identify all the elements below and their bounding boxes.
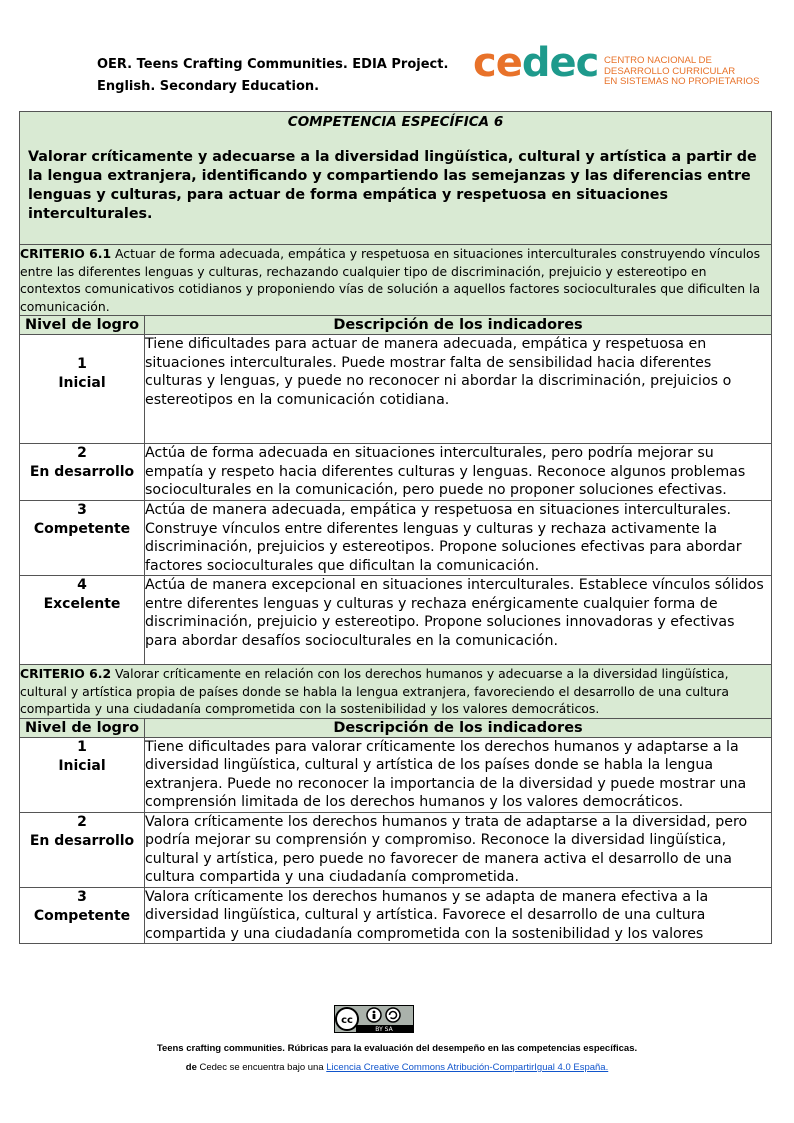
document-header <box>97 54 448 98</box>
competencia-description: Valorar críticamente y adecuarse a la diversidad lingüística, cultural y artística a partir de la lengua extranjera, identificando y compartiendo las semejanzas y las diferencias entre lenguas y culturas, para actuar de forma empática y respetuosa en situaciones interculturales. <box>28 149 757 222</box>
level-cell: 3 Competente <box>20 887 145 944</box>
header-level: Nivel de logro <box>20 316 145 335</box>
criterio-6-1: CRITERIO 6.1 Actuar de forma adecuada, empática y respetuosa en situaciones interculturales construyendo vínculos entre las diferentes lenguas y culturas, rechazando cualquier tipo de discriminación, prejuicio y estereotipo en contextos comunicativos cotidianos y proponiendo vías de solución a aquellos factores socioculturales que dificulten la comunicación. <box>20 245 772 316</box>
table-row <box>20 737 772 812</box>
svg-text:BY SA: BY SA <box>375 1026 393 1033</box>
description-cell: Valora críticamente los derechos humanos y trata de adaptarse a la diversidad, pero podría mejorar su comprensión y compromiso. Reconoce la diversidad lingüística, cultural y artística, pero puede no favorecer de manera activa el desarrollo de una cultura compartida y una ciudadanía comprometida. <box>145 812 772 887</box>
table-row <box>20 335 772 444</box>
table-header-row <box>20 316 772 335</box>
header-level: Nivel de logro <box>20 718 145 737</box>
license-link[interactable]: Licencia Creative Commons Atribución-CompartirIgual 4.0 España. <box>326 1062 609 1073</box>
competencia-cell <box>20 112 772 245</box>
description-cell: Actúa de manera adecuada, empática y respetuosa en situaciones interculturales. Construye vínculos entre diferentes lenguas y culturas y rechaza activamente la discriminación, prejuicios y estereotipos. Propone soluciones efectivas para abordar factores socioculturales que dificultan la comunicación. <box>145 501 772 576</box>
description-cell: Actúa de manera excepcional en situaciones interculturales. Establece vínculos sólidos entre diferentes lenguas y culturas y rechaza enérgicamente cualquier forma de discriminación, prejuicio y estereotipo. Propone soluciones innovadoras y efectivas para abordar desafíos socioculturales en la comunicación. <box>145 576 772 665</box>
level-cell: 2 En desarrollo <box>20 812 145 887</box>
table-row <box>20 501 772 576</box>
table-header-row <box>20 718 772 737</box>
level-cell: 4 Excelente <box>20 576 145 665</box>
share-alike-icon <box>386 1008 400 1022</box>
level-cell: 2 En desarrollo <box>20 444 145 501</box>
description-cell: Actúa de forma adecuada en situaciones interculturales, pero podría mejorar su empatía y respeto hacia diferentes culturas y lenguas. Reconoce algunos problemas socioculturales en la comunicación, pero puede no proponer soluciones efectivas. <box>145 444 772 501</box>
description-cell: Valora críticamente los derechos humanos y se adapta de manera efectiva a la diversidad lingüística, cultural y artística. Favorece el desarrollo de una cultura compartida y una ciudadanía comprometida con la sostenibilidad y los valores <box>145 887 772 944</box>
header-description: Descripción de los indicadores <box>145 718 772 737</box>
criterio-6-2: CRITERIO 6.2 Valorar críticamente en relación con los derechos humanos y adecuarse a la diversidad lingüística, cultural y artística propia de países donde se habla la lengua extranjera, favoreciendo el desarrollo de una cultura compartida y una ciudadanía comprometida con la sostenibilidad y los valores democráticos. <box>20 665 772 719</box>
footer-license: de Cedec se encuentra bajo una Licencia Creative Commons Atribución-CompartirIgual 4.0 España. <box>185 1062 609 1073</box>
table-row <box>20 444 772 501</box>
table-row <box>20 576 772 665</box>
level-cell: 3 Competente <box>20 501 145 576</box>
creative-commons-badge <box>334 1005 414 1033</box>
level-cell: 1 Inicial <box>20 737 145 812</box>
footer-title: Teens crafting communities. Rúbricas para la evaluación del desempeño en las competencias específicas. <box>156 1043 638 1054</box>
description-cell: Tiene dificultades para valorar críticamente los derechos humanos y adaptarse a la diversidad lingüística, cultural y artística de los países donde se habla la lengua extranjera. Puede no reconocer la importancia de la diversidad y puede mostrar una comprensión limitada de los derechos humanos y los valores democráticos. <box>145 737 772 812</box>
cedec-logo-subtitle: CENTRO NACIONAL DE DESARROLLO CURRICULAR EN SISTEMAS NO PROPIETARIOS <box>604 55 760 87</box>
competencia-title: COMPETENCIA ESPECÍFICA 6 <box>287 114 504 130</box>
header-description: Descripción de los indicadores <box>145 316 772 335</box>
svg-text:cc: cc <box>341 1015 353 1026</box>
level-cell: 1 Inicial <box>20 335 145 444</box>
table-row <box>20 887 772 944</box>
rubric-table <box>19 111 772 944</box>
header-line-2: English. Secondary Education. <box>97 79 320 94</box>
description-cell: Tiene dificultades para actuar de manera adecuada, empática y respetuosa en situaciones interculturales. Puede mostrar falta de sensibilidad hacia diferentes culturas y lenguas, y puede no reconocer ni abordar la discriminación, prejuicios o estereotipos en la comunicación cotidiana. <box>145 335 772 444</box>
cedec-logo-word: cedec <box>473 40 599 86</box>
header-line-1: OER. Teens Crafting Communities. EDIA Project. <box>97 57 449 72</box>
table-row <box>20 812 772 887</box>
